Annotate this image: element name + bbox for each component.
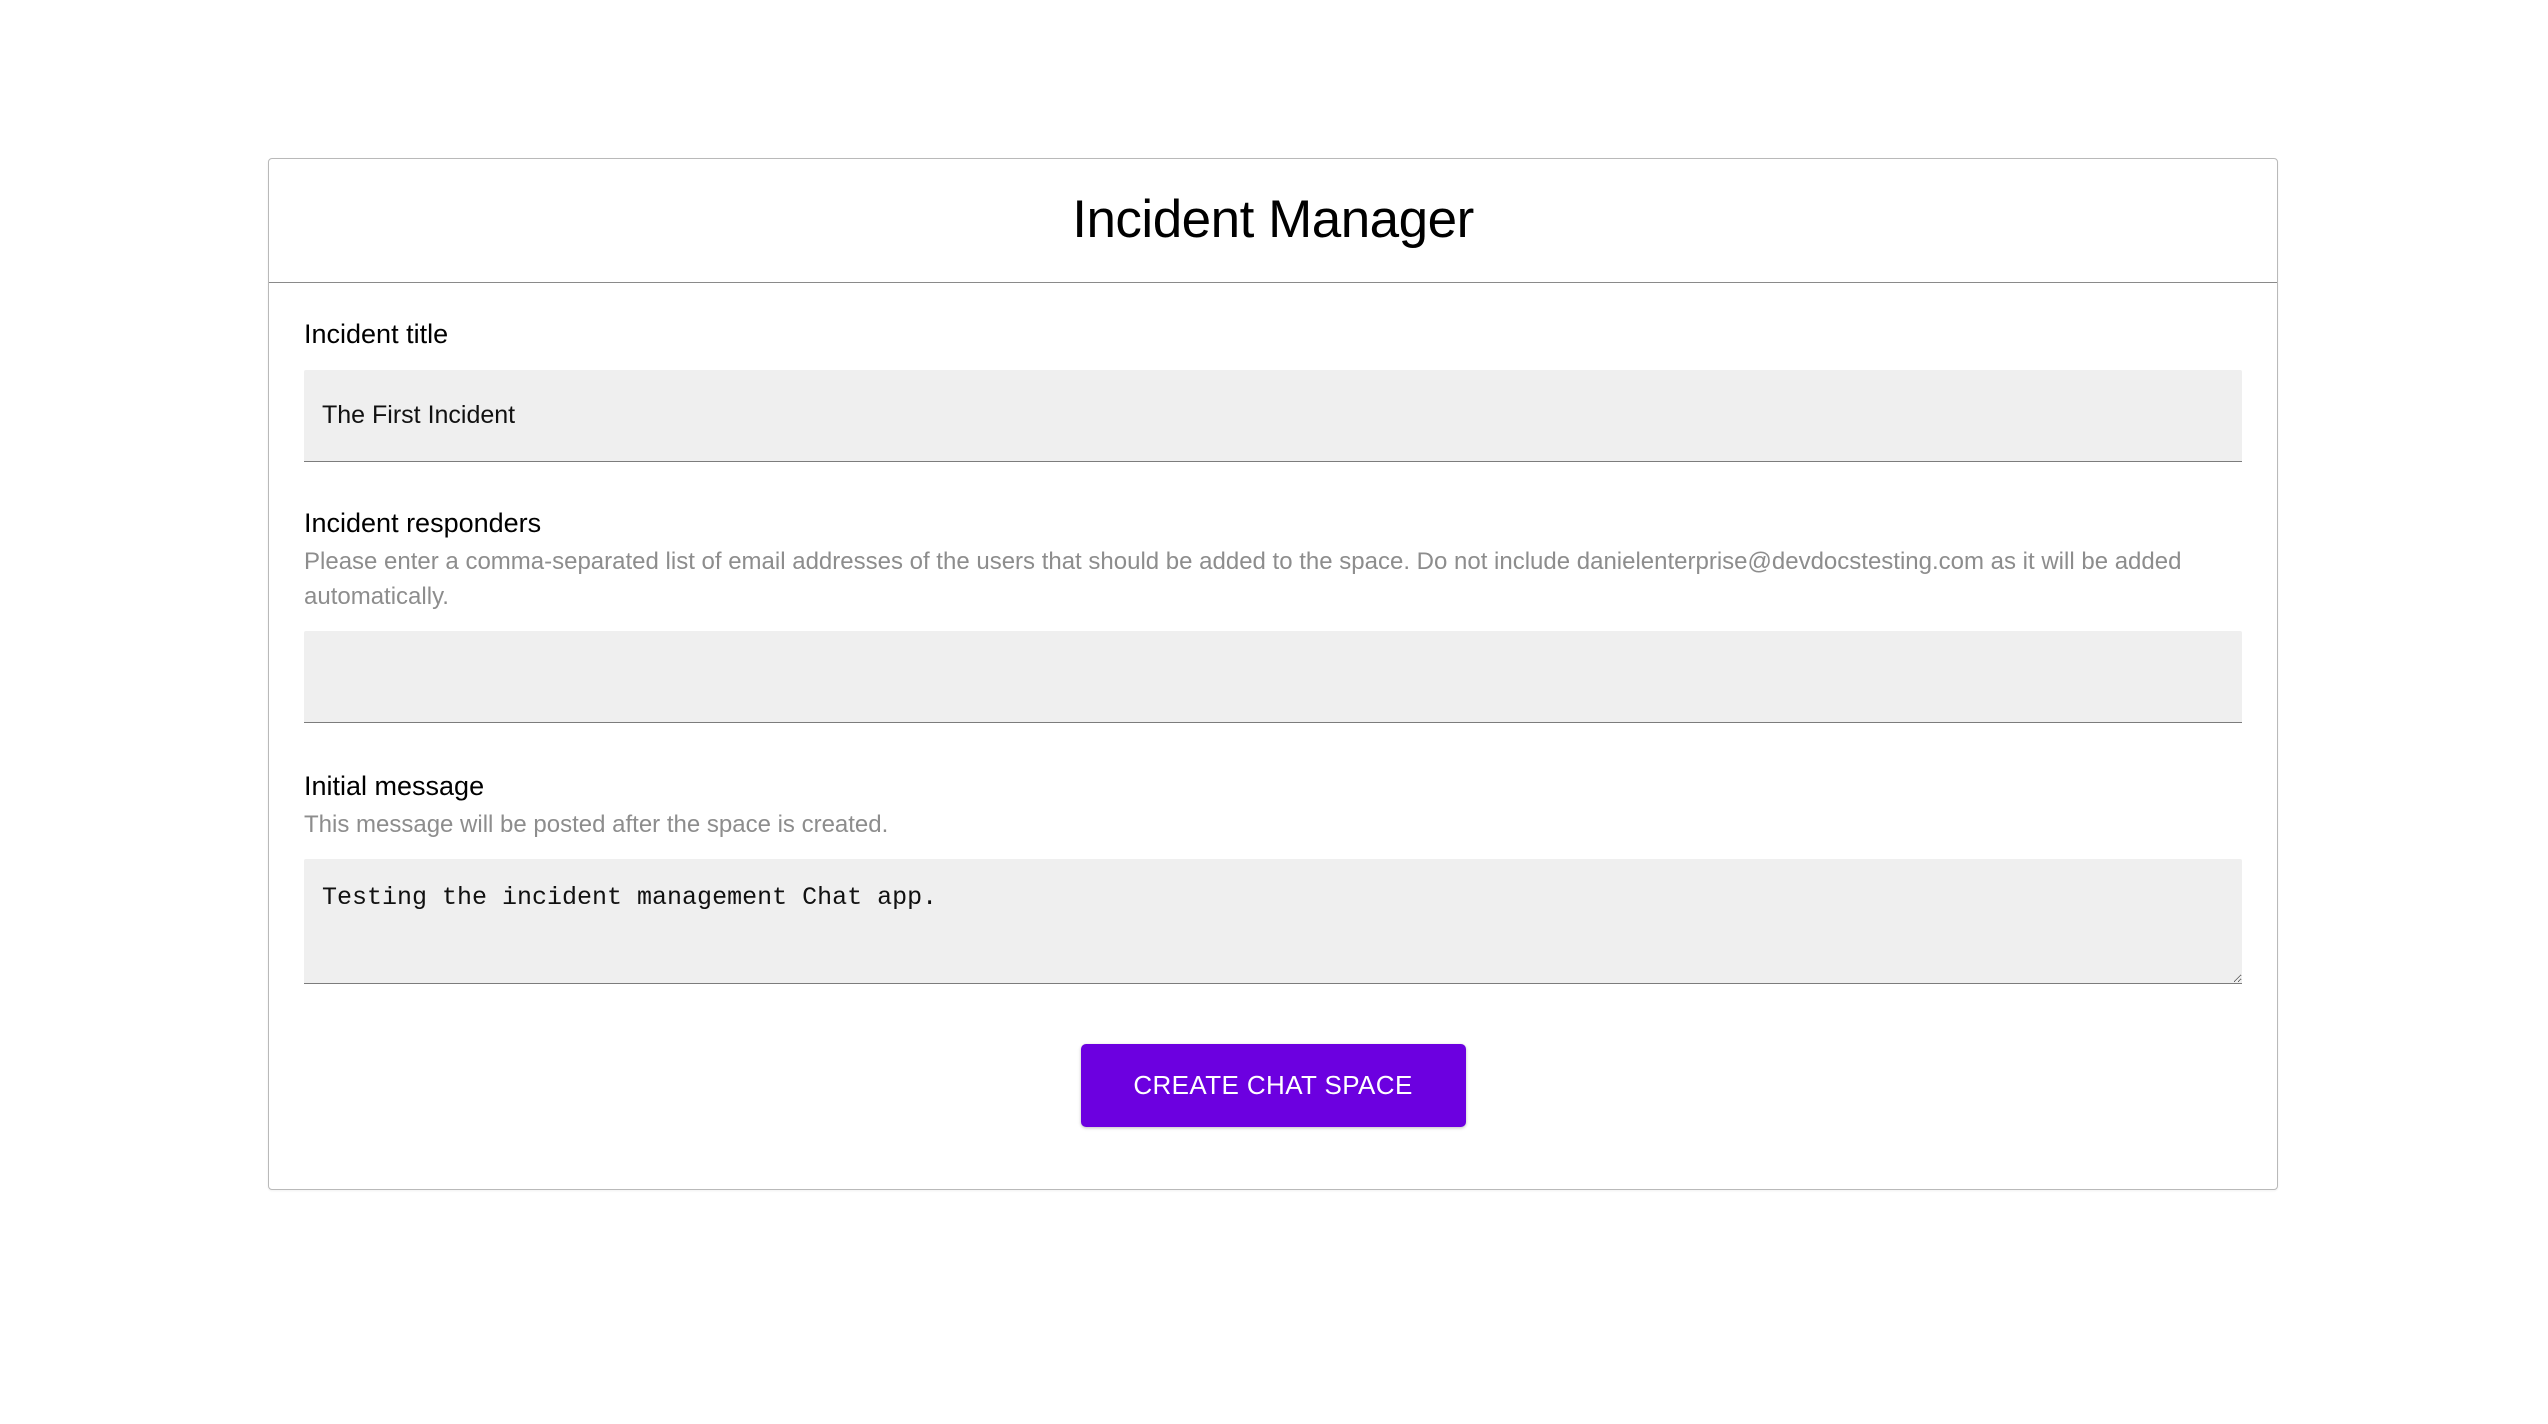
incident-title-input[interactable]	[304, 370, 2242, 462]
incident-responders-help: Please enter a comma-separated list of email addresses of the users that should be added to the space. Do not include danielenterprise@devdocstesting.com as it will be added automatically.	[304, 548, 2182, 610]
spacer	[304, 462, 2242, 506]
spacer	[304, 723, 2242, 769]
incident-responders-label: Incident responders	[304, 508, 542, 539]
page-title: Incident Manager	[1072, 190, 1474, 249]
initial-message-textarea[interactable]	[304, 859, 2242, 984]
create-chat-space-button[interactable]: CREATE CHAT SPACE	[1081, 1044, 1466, 1127]
incident-responders-input[interactable]	[304, 631, 2242, 723]
card-body	[269, 283, 2277, 1189]
card-header	[269, 159, 2277, 283]
form-actions	[304, 984, 2242, 1189]
field-incident-title	[304, 317, 2242, 462]
field-incident-responders	[304, 506, 2242, 723]
incident-title-label: Incident title	[304, 319, 449, 349]
initial-message-help: This message will be posted after the space is created.	[304, 810, 889, 838]
initial-message-label: Initial message	[304, 770, 485, 801]
field-initial-message	[304, 769, 2242, 984]
incident-manager-card	[268, 158, 2278, 1190]
